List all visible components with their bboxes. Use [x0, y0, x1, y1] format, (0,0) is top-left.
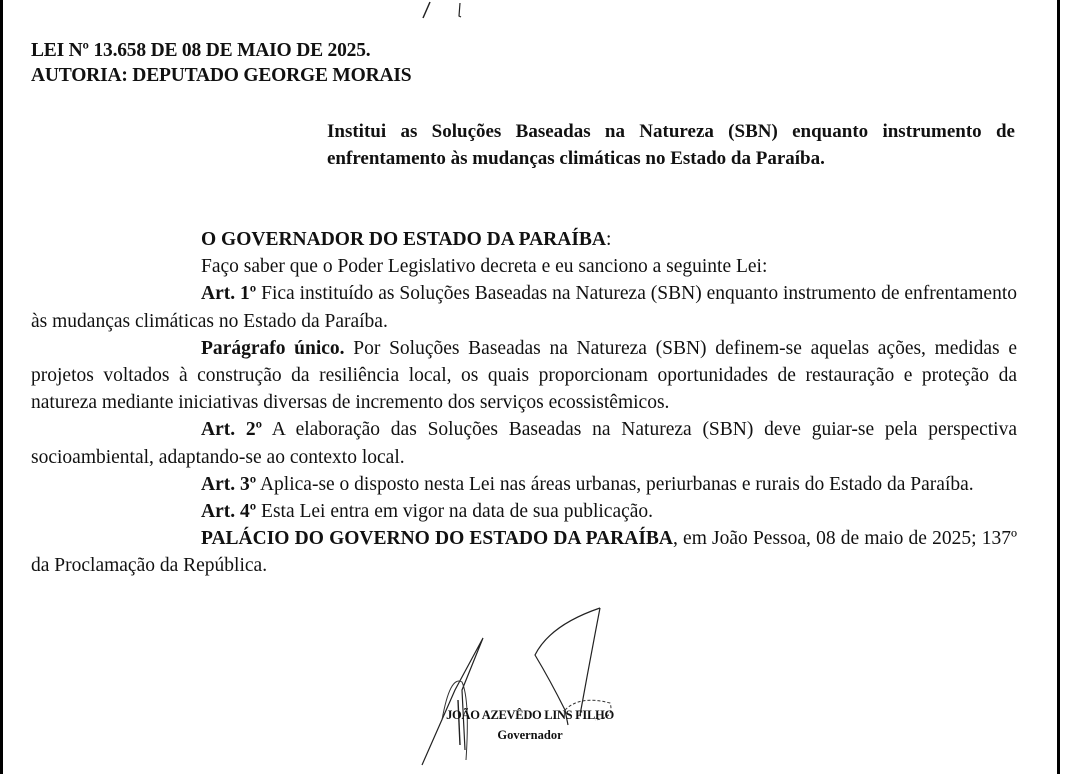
law-number: LEI Nº 13.658 DE 08 DE MAIO DE 2025. [31, 40, 371, 61]
law-ementa: Institui as Soluções Baseadas na Natureza (SBN) enquanto instrumento de enfrentamento às mudanças climáticas no Estado da Paraíba. [327, 121, 1015, 169]
closing-statement: PALÁCIO DO GOVERNO DO ESTADO DA PARAÍBA, em João Pessoa, 08 de maio de 2025; 137º da Proclamação da República. [31, 528, 1017, 577]
governor-heading: O GOVERNADOR DO ESTADO DA PARAÍBA: [201, 229, 612, 250]
law-header [31, 38, 411, 88]
page-border-right [1057, 0, 1060, 774]
signature-fragment-icon [418, 0, 468, 22]
signer-name: JOÃO AZEVÊDO LINS FILHO [446, 708, 614, 722]
handwritten-signature-icon [380, 600, 680, 774]
article-1-paragraph: Parágrafo único. Por Soluções Baseadas na Natureza (SBN) definem-se aquelas ações, medidas e projetos voltados à construção da resiliência local, os quais proporcionam oportunidades de restauração e proteção da natureza mediante iniciativas diversas de incremento dos serviços ecossistêmicos. [31, 337, 1017, 414]
intro-text: Faço saber que o Poder Legislativo decreta e eu sanciono a seguinte Lei: [201, 256, 768, 278]
page-border-left [0, 0, 3, 774]
article-4: Art. 4º Esta Lei entra em vigor na data de sua publicação. [201, 501, 654, 523]
article-3: Art. 3º Aplica-se o disposto nesta Lei nas áreas urbanas, periurbanas e rurais do Estado da Paraíba. [201, 473, 974, 495]
article-1: Art. 1º Fica instituído as Soluções Baseadas na Natureza (SBN) enquanto instrumento de enfrentamento às mudanças climáticas no Estado da Paraíba. [31, 283, 1017, 332]
signature-block [380, 600, 680, 774]
law-authorship: AUTORIA: DEPUTADO GEORGE MORAIS [31, 65, 412, 86]
signer-role: Governador [497, 728, 563, 742]
law-body [31, 226, 1017, 580]
article-2: Art. 2º A elaboração das Soluções Baseadas na Natureza (SBN) deve guiar-se pela perspectiva socioambiental, adaptando-se ao contexto local. [31, 419, 1017, 468]
